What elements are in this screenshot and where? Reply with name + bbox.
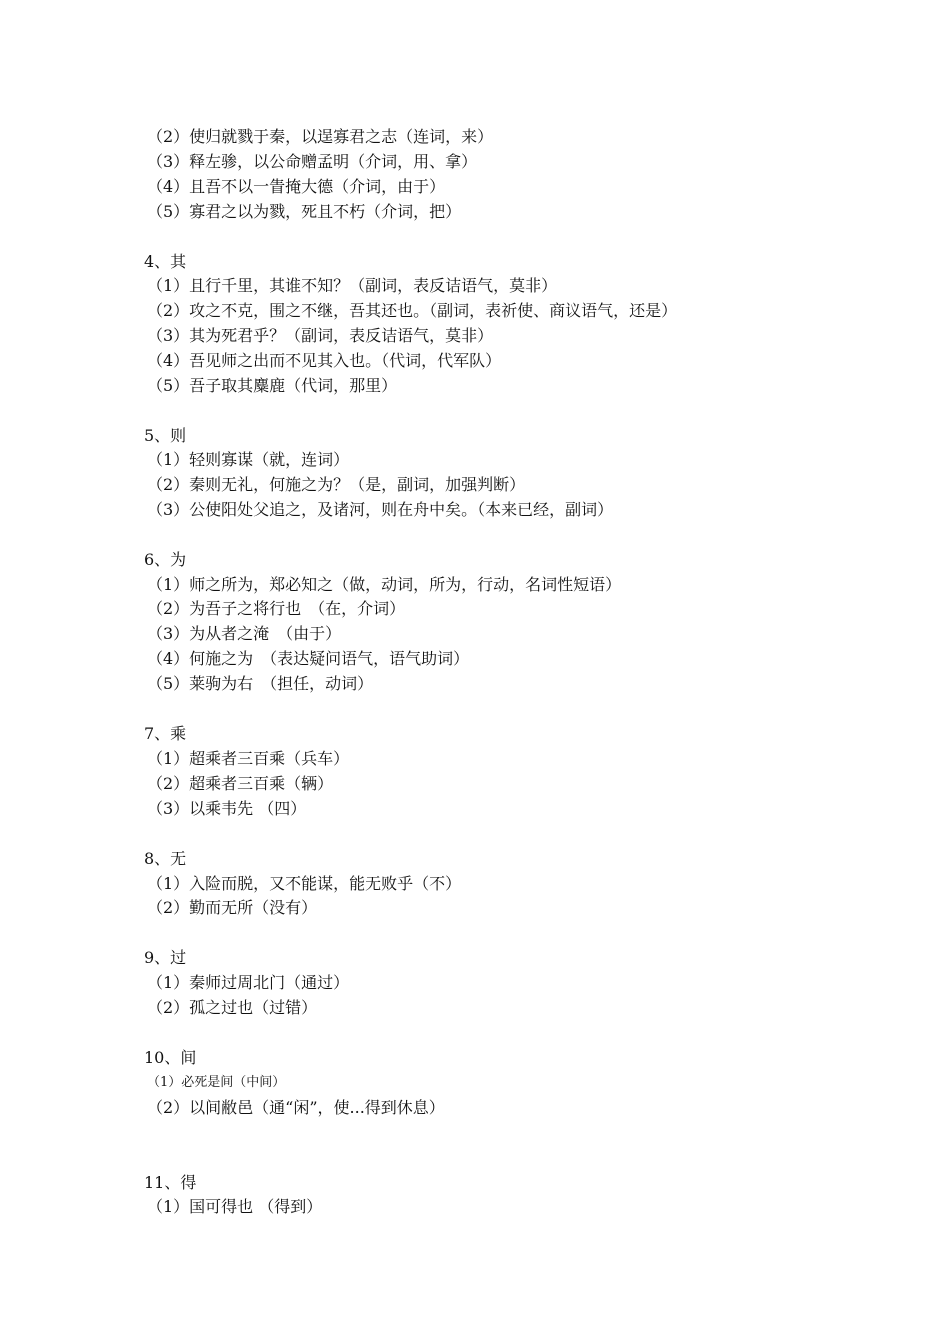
section-heading: 10、间 <box>144 1048 197 1067</box>
list-item: （2）为吾子之将行也 （在，介词） <box>147 599 406 618</box>
list-item: （3）其为死君乎？（副词，表反诘语气，莫非） <box>147 326 494 345</box>
list-item: （3）为从者之淹 （由于） <box>147 624 342 643</box>
section-heading: 6、为 <box>144 550 187 569</box>
section-heading: 9、过 <box>144 948 187 967</box>
list-item: （3）公使阳处父追之，及诸河，则在舟中矣。（本来已经，副词） <box>147 500 614 519</box>
section-heading: 8、无 <box>144 849 187 868</box>
list-item: （2）攻之不克，围之不继，吾其还也。（副词，表祈使、商议语气，还是） <box>147 301 678 320</box>
list-item: （1）秦师过周北门（通过） <box>147 973 350 992</box>
list-item: （4）何施之为 （表达疑问语气，语气助词） <box>147 649 470 668</box>
list-item: （3）以乘韦先 （四） <box>147 799 307 818</box>
list-item: （5）莱驹为右 （担任，动词） <box>147 674 374 693</box>
list-item: （2）孤之过也（过错） <box>147 998 318 1017</box>
section-heading: 4、其 <box>144 252 187 271</box>
section-heading: 5、则 <box>144 426 187 445</box>
list-item: （3）释左骖，以公命赠孟明（介词，用、拿） <box>147 152 478 171</box>
list-item: （1）必死是间（中间） <box>147 1075 286 1090</box>
section-heading: 7、乘 <box>144 724 187 743</box>
list-item: （1）超乘者三百乘（兵车） <box>147 749 350 768</box>
list-item: （4）且吾不以一眚掩大德（介词，由于） <box>147 177 446 196</box>
list-item: （1）国可得也 （得到） <box>147 1197 323 1216</box>
list-item: （5）吾子取其麋鹿（代词，那里） <box>147 376 398 395</box>
list-item: （1）师之所为，郑必知之（做，动词，所为，行动，名词性短语） <box>147 575 622 594</box>
list-item: （5）寡君之以为戮，死且不朽（介词，把） <box>147 202 462 221</box>
list-item: （1）轻则寡谋（就，连词） <box>147 450 350 469</box>
list-item: （2）秦则无礼，何施之为？（是，副词，加强判断） <box>147 475 526 494</box>
section-heading: 11、得 <box>144 1173 197 1192</box>
list-item: （1）入险而脱，又不能谋，能无败乎（不） <box>147 874 462 893</box>
list-item: （2）使归就戮于秦，以逞寡君之志（连词，来） <box>147 127 494 146</box>
list-item: （1）且行千里，其谁不知？（副词，表反诘语气，莫非） <box>147 276 558 295</box>
list-item: （2）勤而无所（没有） <box>147 898 318 917</box>
list-item: （4）吾见师之出而不见其入也。（代词，代军队） <box>147 351 502 370</box>
list-item: （2）以间敝邑（通“闲”，使...得到休息） <box>147 1098 445 1117</box>
list-item: （2）超乘者三百乘（辆） <box>147 774 334 793</box>
